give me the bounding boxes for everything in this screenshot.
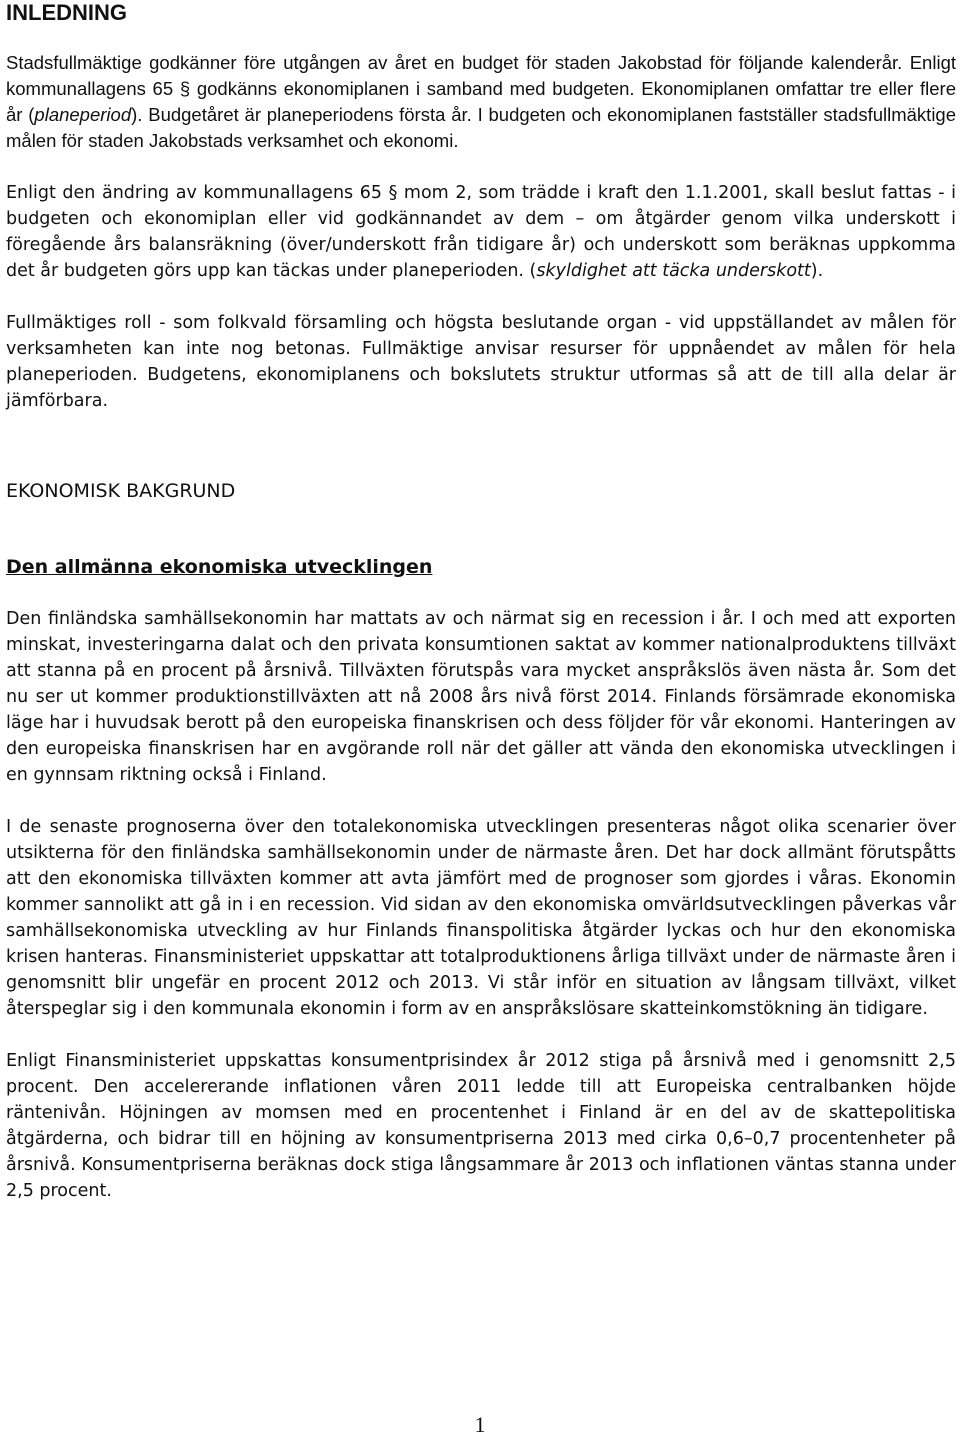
intro-text-end: ). Budgetåret är planeperiodens första år. I budgeten och ekonomiplanen fastställer stadsfullmäktige målen för staden Jakobstads verksamhet och ekonomi.	[6, 104, 957, 151]
heading-allmanna-utvecklingen: Den allmänna ekonomiska utvecklingen	[6, 556, 433, 578]
amendment-end: ).	[810, 261, 824, 281]
paragraph-intro	[6, 50, 956, 154]
heading-ekonomisk-bakgrund: EKONOMISK BAKGRUND	[6, 480, 236, 502]
document-page	[6, 0, 956, 1204]
paragraph-inflation: Enligt Finansministeriet uppskattas konsumentprisindex år 2012 stiga på årsnivå med i genomsnitt 2,5 procent. Den accelererande inflationen våren 2011 ledde till att Europeiska centralbanken höjde räntenivån. Höjningen av momsen med en procentenhet i Finland är en del av de skattepolitiska åtgärderna, och bidrar till en höjning av konsumentpriserna 2013 med cirka 0,6–0,7 procentenheter på årsnivå. Konsumentpriserna beräknas dock stiga långsammare år 2013 och inflationen väntas stanna under 2,5 procent.	[6, 1051, 956, 1201]
heading-inledning: INLEDNING	[6, 0, 127, 25]
page-number: 1	[474, 1412, 486, 1437]
paragraph-amendment	[6, 180, 956, 284]
amendment-text: Enligt den ändring av kommunallagens 65 § mom 2, som trädde i kraft den 1.1.2001, skall beslut fattas - i budgeten och ekonomiplan eller vid godkännandet av dem – om åtgärder genom vilka underskott i föregående års balansräkning (över/underskott från tidigare år) och underskott som beräknas uppkomma det år budgeten görs upp kan täckas under planeperioden. (	[6, 183, 956, 281]
amendment-italic: skyldighet att täcka underskott	[536, 261, 811, 281]
paragraph-economy: Den finländska samhällsekonomin har mattats av och närmat sig en recession i år. I och med att exporten minskat, investeringarna dalat och den privata konsumtionen saktat av kommer nationalproduktens tillväxt att stanna på en procent på årsnivå. Tillväxten förutspås vara mycket anspråkslös även nästa år. Som det nu ser ut kommer produktionstillväxten att nå 2008 års nivå först 2014. Finlands försämrade ekonomiska läge har i huvudsak berott på den europeiska finanskrisen och dess följder för vår ekonomi. Hanteringen av den europeiska finanskrisen har en avgörande roll när det gäller att vända den ekonomiska utvecklingen i en gynnsam riktning också i Finland.	[6, 609, 956, 785]
intro-italic: planeperiod	[34, 104, 132, 125]
paragraph-council-role: Fullmäktiges roll - som folkvald församling och högsta beslutande organ - vid uppställandet av målen för verksamheten kan inte nog betonas. Fullmäktige anvisar resurser för uppnåendet av målen för hela planeperioden. Budgetens, ekonomiplanens och bokslutets struktur utformas så att de till alla delar är jämförbara.	[6, 313, 956, 411]
paragraph-forecasts: I de senaste prognoserna över den totalekonomiska utvecklingen presenteras något olika scenarier över utsikterna för den finländska samhällsekonomin under de närmaste åren. Det har dock allmänt förutspåtts att den ekonomiska tillväxten kommer att avta jämfört med de prognoser som gjordes i våras. Ekonomin kommer sannolikt att gå in i en recession. Vid sidan av den ekonomiska omvärldsutvecklingen påverkas vår samhällsekonomiska utveckling av hur Finlands finanspolitiska åtgärder lyckas och hur den ekonomiska krisen hanteras. Finansministeriet uppskattar att totalproduktionens årliga tillväxt under de närmaste åren i genomsnitt blir ungefär en procent 2012 och 2013. Vi står inför en situation av långsam tillväxt, vilket återspeglar sig i den kommunala ekonomin i form av en anspråkslösare skatteinkomstökning än tidigare.	[6, 817, 956, 1019]
intro-text: Stadsfullmäktige godkänner före utgången av året en budget för staden Jakobstad för följande kalenderår. Enligt kommunallagens 65 § godkänns ekonomiplanen i samband med budgeten. Ekonomiplanen omfattar tre eller flere år (	[6, 52, 956, 125]
